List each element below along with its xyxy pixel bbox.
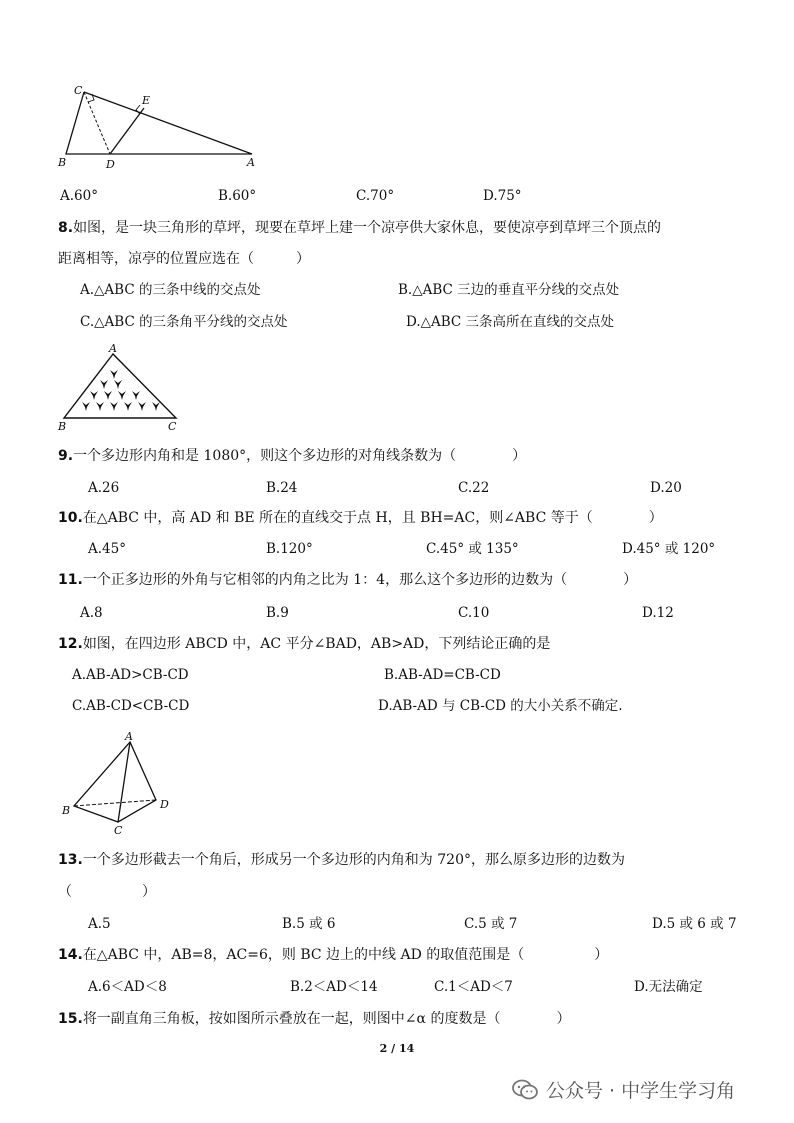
q13-option-d: D.5 或 6 或 7	[652, 916, 737, 932]
q14-option-b: B.2＜AD＜14	[290, 979, 378, 995]
q12-option-b: B.AB-AD=CB-CD	[384, 667, 501, 683]
fig12-label-b: B	[62, 804, 71, 817]
fig12-label-c: C	[114, 824, 123, 837]
q8-number: 8.	[58, 220, 74, 236]
q9-option-d: D.20	[650, 480, 682, 496]
question-15	[58, 1009, 570, 1029]
q13-text-line2: （ ）	[58, 884, 156, 900]
q10-option-d: D.45° 或 120°	[622, 541, 716, 557]
fig7-label-a: A	[247, 156, 255, 169]
q14-option-a: A.6＜AD＜8	[88, 979, 167, 995]
q13-option-a: A.5	[88, 916, 111, 932]
q10-number: 10.	[58, 510, 83, 526]
q13-option-c: C.5 或 7	[464, 916, 518, 932]
q8-figure	[56, 344, 186, 432]
q8-text-line1: 如图，是一块三角形的草坪，现要在草坪上建一个凉亭供大家休息，要使凉亭到草坪三个顶点的	[73, 220, 662, 236]
fig12-label-d: D	[160, 798, 169, 811]
fig8-label-a: A	[109, 344, 117, 355]
question-10	[58, 508, 663, 528]
q12-option-d: D.AB-AD 与 CB-CD 的大小关系不确定.	[378, 698, 623, 714]
q14-number: 14.	[58, 947, 83, 963]
q13-option-b: B.5 或 6	[282, 916, 336, 932]
q12-number: 12.	[58, 636, 83, 652]
fig7-label-d: D	[106, 158, 115, 171]
q12-figure	[58, 730, 183, 838]
q8-text-line2: 距离相等，凉亭的位置应选在（ ）	[58, 251, 310, 267]
q9-text: 一个多边形内角和是 1080°，则这个多边形的对角线条数为（ ）	[73, 448, 527, 464]
question-8	[58, 218, 661, 238]
fig8-label-b: B	[58, 420, 67, 432]
q14-option-d: D.无法确定	[634, 979, 703, 995]
q13-number: 13.	[58, 852, 83, 868]
q8-option-b: B.△ABC 三边的垂直平分线的交点处	[398, 282, 620, 298]
q7-option-b: B.60°	[218, 188, 257, 204]
q12-option-a: A.AB-AD>CB-CD	[72, 667, 189, 683]
q14-option-c: C.1＜AD＜7	[434, 979, 513, 995]
q9-option-c: C.22	[458, 480, 490, 496]
question-14	[58, 945, 608, 965]
question-12	[58, 634, 550, 654]
q7-option-c: C.70°	[356, 188, 395, 204]
q9-option-a: A.26	[88, 480, 120, 496]
q10-option-b: B.120°	[266, 541, 313, 557]
q14-text: 在△ABC 中，AB=8，AC=6，则 BC 边上的中线 AD 的取值范围是（ ）	[82, 947, 609, 963]
q15-number: 15.	[58, 1011, 83, 1027]
q12-text: 如图，在四边形 ABCD 中，AC 平分∠BAD，AB>AD，下列结论正确的是	[82, 636, 551, 652]
fig7-label-c: C	[74, 84, 83, 97]
question-13	[58, 850, 625, 870]
q8-option-d: D.△ABC 三条高所在直线的交点处	[406, 314, 615, 330]
q8-option-a: A.△ABC 的三条中线的交点处	[80, 282, 261, 298]
q11-option-d: D.12	[642, 605, 674, 621]
fig7-label-b: B	[58, 156, 67, 169]
q11-option-c: C.10	[458, 605, 490, 621]
watermark	[512, 1076, 735, 1103]
q11-option-a: A.8	[80, 605, 103, 621]
question-11	[58, 570, 637, 590]
q11-option-b: B.9	[266, 605, 289, 621]
q15-text: 将一副直角三角板，按如图所示叠放在一起，则图中∠α 的度数是（ ）	[82, 1011, 571, 1027]
q7-option-a: A.60°	[60, 188, 98, 204]
q7-figure	[52, 82, 262, 172]
fig12-label-a: A	[125, 730, 133, 743]
q13-text-line1: 一个多边形截去一个角后，形成另一个多边形的内角和为 720°，那么原多边形的边数为	[82, 852, 625, 868]
q10-option-c: C.45° 或 135°	[426, 541, 519, 557]
fig7-label-e: E	[142, 94, 151, 107]
q10-text: 在△ABC 中，高 AD 和 BE 所在的直线交于点 H，且 BH=AC，则∠ABC 等于（ ）	[82, 510, 663, 526]
wechat-icon	[512, 1079, 538, 1101]
fig8-label-c: C	[168, 420, 177, 432]
q11-text: 一个正多边形的外角与它相邻的内角之比为 1：4，那么这个多边形的边数为（ ）	[82, 572, 638, 588]
q8-option-c: C.△ABC 的三条角平分线的交点处	[80, 314, 288, 330]
q12-option-c: C.AB-CD<CB-CD	[72, 698, 190, 714]
page-number: 2 / 14	[379, 1042, 415, 1055]
q11-number: 11.	[58, 572, 83, 588]
q9-number: 9.	[58, 448, 74, 464]
q10-option-a: A.45°	[88, 541, 126, 557]
q7-option-d: D.75°	[483, 188, 522, 204]
watermark-text: 公众号 · 中学生学习角	[546, 1080, 736, 1102]
question-9	[58, 446, 526, 466]
q9-option-b: B.24	[266, 480, 298, 496]
